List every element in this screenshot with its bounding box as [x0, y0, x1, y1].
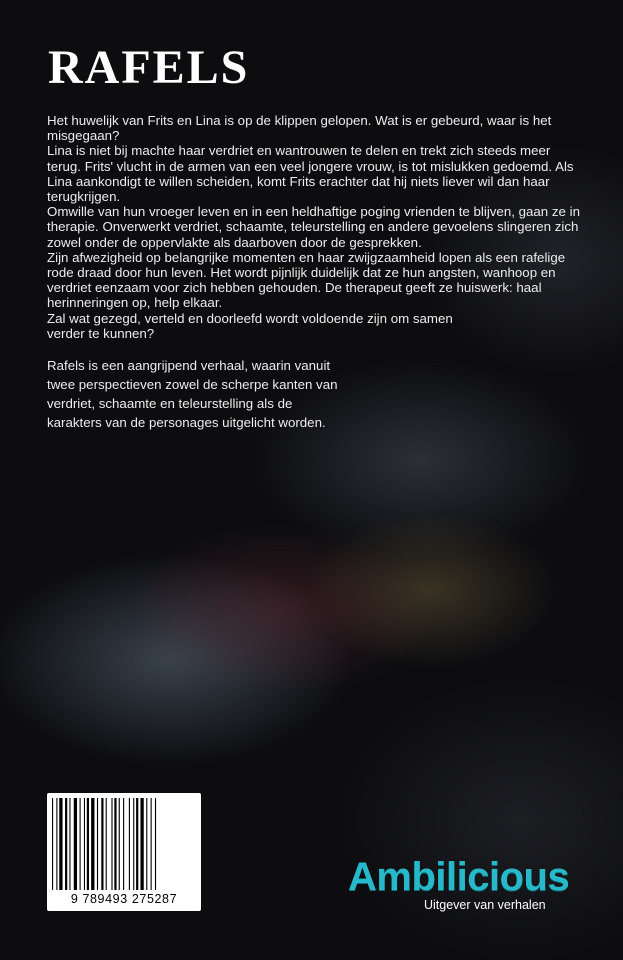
barcode-bar: [65, 798, 67, 890]
isbn-number: 9 789493 275287: [70, 892, 178, 906]
barcode-bar: [97, 798, 98, 890]
paragraph-gap: [47, 341, 587, 356]
barcode-bar: [106, 798, 107, 890]
barcode-bar: [91, 798, 94, 890]
barcode-bar: [123, 798, 124, 890]
barcode-bar: [111, 798, 112, 890]
barcode-bar: [140, 798, 143, 890]
barcode-bars: [52, 798, 196, 890]
barcode-bar: [151, 798, 152, 890]
barcode-bar: [69, 798, 70, 890]
barcode-bar: [155, 798, 156, 890]
barcode-bar: [133, 798, 134, 890]
barcode-bar: [87, 798, 89, 890]
blurb-paragraph: Zal wat gezegd, verteld en doorleefd wordt voldoende zijn om samen verder te kunnen?: [47, 310, 453, 341]
blurb-paragraph: Zijn afwezigheid op belangrijke momenten en haar zwijgzaamheid lopen als een rafelige rode draad door hun leven. Het wordt pijnlijk duidelijk dat ze hun angsten, wanhoop en verdriet eenzaam voor zich hebben gehouden. De therapeut geeft ze huiswerk: haal herinneringen op, help elkaar.: [47, 249, 566, 311]
blurb-text: [47, 113, 587, 432]
barcode-bar: [136, 798, 138, 890]
barcode-bar: [114, 798, 116, 890]
blurb-paragraph: Het huwelijk van Frits en Lina is op de klippen gelopen. Wat is er gebeurd, waar is het misgegaan?: [47, 113, 552, 144]
publisher-logo: Ambilicious: [348, 855, 570, 899]
barcode-bar: [146, 798, 147, 890]
barcode-bar: [59, 798, 62, 890]
barcode-bar: [74, 798, 77, 890]
barcode-bar: [56, 798, 57, 890]
barcode-bar: [80, 798, 81, 890]
summary-paragraph: Rafels is een aangrijpend verhaal, waarin vanuit twee perspectieven zowel de scherpe kanten van verdriet, schaamte en teleurstelling als de karakters van de personages uitgelicht worden.: [47, 358, 338, 431]
barcode-bar: [101, 798, 103, 890]
blurb-paragraph: Omwille van hun vroeger leven en in een heldhaftige poging vrienden te blijven, gaan ze in therapie. Onverwerkt verdriet, schaamte, teleurstelling en andere gevoelens slingeren zich zowel onder de oppervlakte als daarboven door de gesprekken.: [47, 204, 580, 250]
barcode-bar: [52, 798, 53, 890]
isbn-barcode: [47, 793, 201, 911]
publisher-tagline: Uitgever van verhalen: [424, 898, 546, 912]
blurb-paragraph: Lina is niet bij machte haar verdriet en wantrouwen te delen en trekt zich steeds meer terug. Frits' vlucht in de armen van een veel jongere vrouw, is tot mislukken gedoemd. Als Lina aankondigt te willen scheiden, komt Frits erachter dat hij niets liever wil dan haar terugkrijgen.: [47, 143, 574, 205]
barcode-bar: [129, 798, 130, 890]
barcode-bar: [84, 798, 85, 890]
book-title: RAFELS: [48, 41, 250, 94]
barcode-bar: [119, 798, 120, 890]
